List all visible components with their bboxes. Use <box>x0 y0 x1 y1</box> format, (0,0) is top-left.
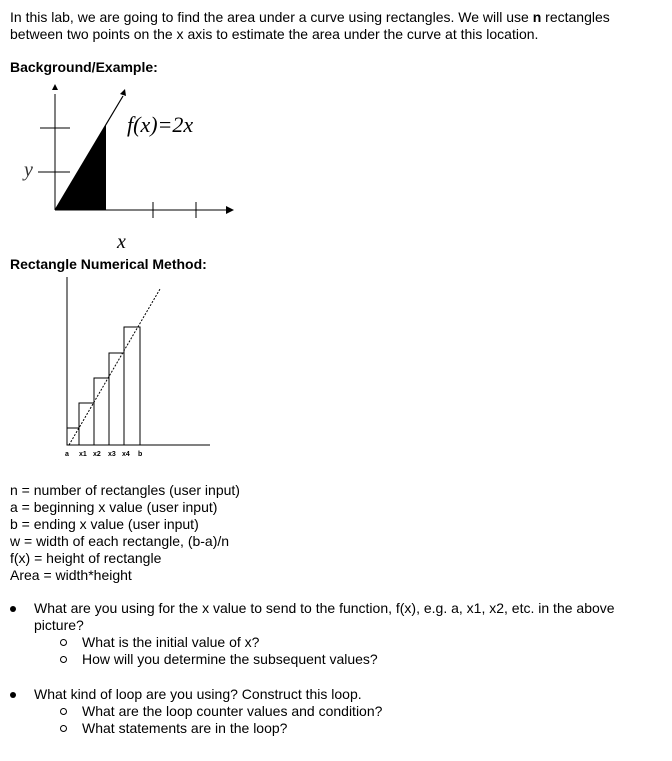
definition-fx: f(x) = height of rectangle <box>10 550 162 566</box>
bullet-dot-icon <box>10 606 16 612</box>
rectangle-4 <box>109 353 124 445</box>
bullet-dot-icon <box>10 692 16 698</box>
hollow-circle-icon <box>60 639 67 646</box>
function-label: f(x)=2x <box>127 112 194 137</box>
x-label: x <box>117 231 126 253</box>
tick-label-x3: x3 <box>108 451 116 458</box>
tick-label-x4: x4 <box>122 451 130 458</box>
function-line <box>69 289 160 445</box>
sub-bullet-text: What are the loop counter values and condition? <box>82 703 383 719</box>
definition-a: a = beginning x value (user input) <box>10 499 218 515</box>
background-heading: Background/Example: <box>10 59 158 75</box>
function-arrow <box>120 89 126 96</box>
hollow-circle-icon <box>60 725 67 732</box>
definition-n: n = number of rectangles (user input) <box>10 482 240 498</box>
definitions-list <box>10 482 240 584</box>
sub-bullet-text: What is the initial value of x? <box>82 634 260 650</box>
tick-label-b: b <box>138 451 143 458</box>
definition-area: Area = width*height <box>10 567 132 583</box>
sub-bullet-text: What statements are in the loop? <box>82 720 288 736</box>
tick-label-x1: x1 <box>79 451 87 458</box>
definition-w: w = width of each rectangle, (b-a)/n <box>10 533 230 549</box>
y-axis-arrow <box>52 84 58 90</box>
function-graph <box>0 82 260 254</box>
sub-bullet-text: How will you determine the subsequent values? <box>82 651 378 667</box>
bullet-text: What are you using for the x value to send to the function, f(x), e.g. a, x1, x2, etc. in the above picture? <box>34 600 615 633</box>
rectangle-2 <box>79 403 94 445</box>
bullet-text: What kind of loop are you using? Construct this loop. <box>34 686 362 702</box>
intro-n: n <box>532 9 542 25</box>
rectangle-5 <box>124 327 140 445</box>
rectangle-1 <box>67 428 79 445</box>
y-label: y <box>24 159 33 181</box>
rectangle-method-graph <box>55 275 215 465</box>
rectangle-method-heading: Rectangle Numerical Method: <box>10 256 207 272</box>
intro-text-end: rectangles between two points on the x axis to estimate the area under the curve at this location. <box>10 9 610 42</box>
tick-label-x2: x2 <box>93 451 101 458</box>
intro-text-start: In this lab, we are going to find the area under a curve using rectangles. We will use <box>10 9 533 25</box>
intro-paragraph <box>10 9 660 43</box>
definition-b: b = ending x value (user input) <box>10 516 199 532</box>
rectangle-3 <box>94 378 109 445</box>
hollow-circle-icon <box>60 656 67 663</box>
x-axis-arrow <box>226 206 234 214</box>
tick-label-a: a <box>65 451 69 458</box>
hollow-circle-icon <box>60 708 67 715</box>
